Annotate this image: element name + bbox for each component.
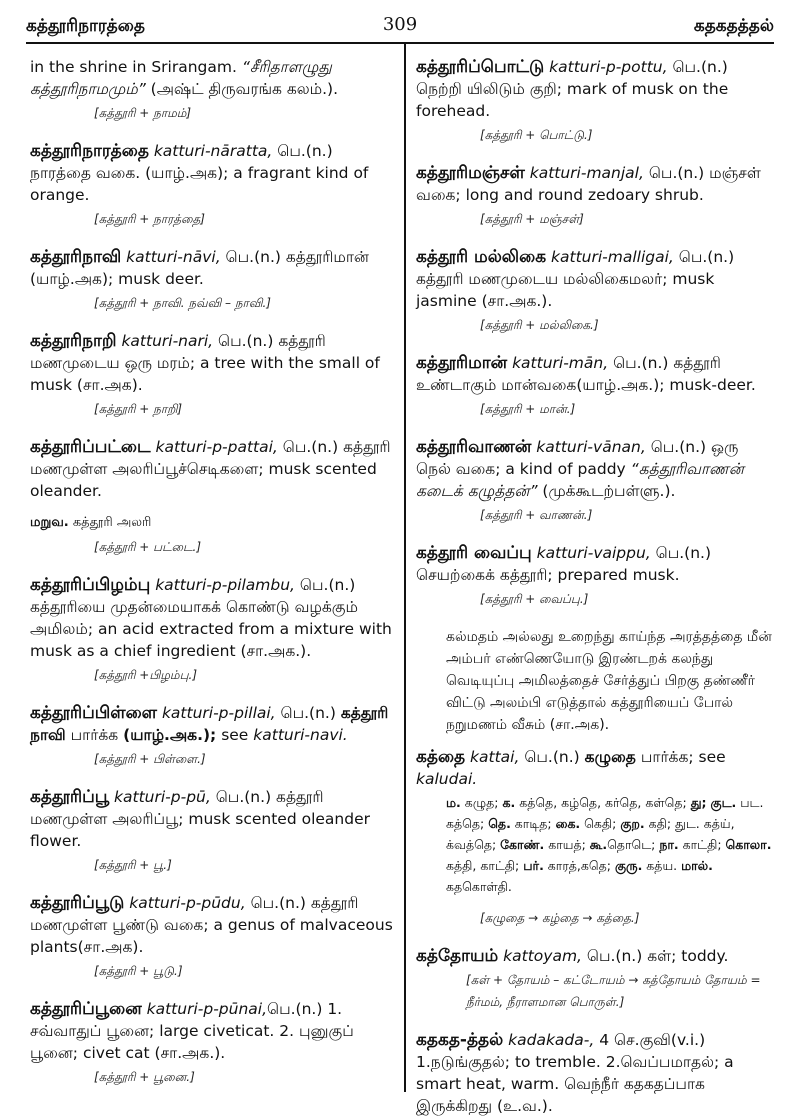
definition: பெ.(n.) கத்தூரி மணமுள்ள அலரிப்பூச்செடிகளை; musk scented oleander. (30, 438, 391, 500)
cognate-form: கெதி; (580, 816, 621, 831)
language-abbrev: நா. (659, 837, 679, 852)
transliteration: katturi-nari, (116, 332, 214, 350)
definition: பெ.(n.) நெற்றி யிலிடும் குறி; mark of musk on the forehead. (416, 58, 729, 120)
headword: கதகத-த்தல் (416, 1030, 504, 1050)
entry (30, 702, 396, 770)
running-head-right: கதகதத்தல் (693, 16, 774, 36)
definition: பெ.(n.) கத்தூரி மணமுடைய ஒரு மரம்; a tree with the small of musk (சா.அக). (30, 332, 380, 394)
etymology: [கத்தூரி + நாறி] (94, 402, 183, 416)
definition: பெ.(n.) கத்தூரி மணமுடைய மல்லிகைமலர்; musk jasmine (சா.அக.). (416, 248, 735, 310)
left-column (30, 56, 396, 1090)
page-header (26, 14, 774, 40)
language-abbrev: தெ. (488, 816, 511, 831)
headword: கத்தை (416, 747, 466, 767)
see-reference: katturi-navi. (253, 726, 348, 744)
entry (30, 246, 396, 314)
language-abbrev: து; (690, 795, 707, 810)
right-column (416, 56, 778, 1115)
cognates (446, 792, 778, 897)
definition-part: பார்க்க (65, 726, 124, 744)
definition: பெ.(n.) ஒரு நெல் வகை; a kind of paddy (416, 438, 739, 478)
definition: பெ.(n.) கத்தூரி மணமுள்ள அலரிப்பூ; musk scented oleander flower. (30, 788, 370, 850)
definition: பெ.(n.) கத்தூரிமான் (யாழ்.அக); musk deer. (30, 248, 369, 288)
transliteration: katturi-nāratta, (148, 142, 273, 160)
language-abbrev: ம. (446, 795, 461, 810)
cognate-form: காட்தி; (678, 837, 726, 852)
definition-part: பார்க்க; see (635, 748, 726, 766)
headword: கத்தூரிப்பட்டை (30, 437, 151, 457)
language-abbrev: க. (502, 795, 516, 810)
etymology: [கத்தூரி + மான்.] (480, 402, 576, 416)
quotation: “கத்தூரிவாணன் கடைக் கழுத்தன்” (416, 460, 744, 500)
headword: கத்தூரிப்பொட்டு (416, 57, 545, 77)
entry (416, 746, 778, 929)
headword: கத்தூரிநாவி (30, 247, 122, 267)
headword: கத்தூரிப்பூனை (30, 999, 142, 1019)
etymology: [கத்தூரி + மஞ்சள்] (480, 212, 584, 226)
language-abbrev: பர். (523, 858, 544, 873)
transliteration: katturi-mān, (507, 354, 609, 372)
transliteration: katturi-vānan, (531, 438, 646, 456)
definition-part: see (216, 726, 254, 744)
entry (30, 574, 396, 686)
definition: பெ.(n.) நாரத்தை வகை. (யாழ்.அக); a fragrant kind of orange. (30, 142, 369, 204)
etymology: [கத்தூரி + பூ.] (94, 858, 172, 872)
headword: கத்தூரிவாணன் (416, 437, 532, 457)
page-number: 309 (382, 14, 418, 35)
entry (416, 352, 778, 420)
transliteration: katturi-p-pattai, (150, 438, 278, 456)
synonym-label: மறுவ. (30, 515, 69, 530)
transliteration: katturi-p-pilambu, (150, 576, 295, 594)
cognate-form: பட. கத்தெ; (446, 795, 764, 831)
cognate-form: கழுத; (460, 795, 503, 810)
cognate-form: கத்ய. (642, 858, 682, 873)
transliteration: kadakada-, (503, 1031, 595, 1049)
etymology: [கத்தூரி + பொட்டு.] (480, 128, 593, 142)
entry (416, 56, 778, 146)
quotation: “சீரிதாளழுது கத்தூரிநாமமும்” (30, 58, 332, 98)
headword: கத்தூரிநாறி (30, 331, 117, 351)
language-abbrev: மால். (681, 858, 713, 873)
cognate-form: கத்தி, காட்தி; (446, 858, 524, 873)
transliteration: katturi-manjal, (524, 164, 644, 182)
etymology: [கத்தூரி + நாமம்] (94, 106, 192, 120)
etymology: [கத்தூரி + நாரத்தை] (94, 212, 205, 226)
headword: கத்தூரிப்பிழம்பு (30, 575, 151, 595)
definition: பெ.(n.) கத்தூரி மணமுள்ள பூண்டு வகை; a genus of malvaceous plants(சா.அக). (30, 894, 393, 956)
etymology: [கத்தூரி +பிழம்பு.] (94, 668, 198, 682)
source: (அஷ்ட் திருவரங்க கலம்.). (145, 80, 339, 98)
language-abbrev: கொலா. (725, 837, 772, 852)
entry (30, 330, 396, 420)
cross-reference: கழுதை (584, 748, 636, 766)
entry (416, 436, 778, 526)
cross-reference: கத்தூரி நாவி (30, 704, 389, 744)
headword: கத்தூரிமான் (416, 353, 508, 373)
cognate-form: காயத்; (544, 837, 590, 852)
transliteration: kattai, (465, 748, 520, 766)
transliteration: katturi-malligai, (546, 248, 674, 266)
cognate-form: கதகொள்தி. (446, 879, 512, 894)
headword: கத்தூரி வைப்பு (416, 543, 532, 563)
transliteration: katturi-vaippu, (531, 544, 651, 562)
transliteration: katturi-nāvi, (121, 248, 221, 266)
definition: பெ.(n.) (519, 748, 585, 766)
cognate-form: கத்தெ, கழ்தெ, கர்தெ, கள்தெ; (515, 795, 691, 810)
transliteration: katturi-p-pillai, (157, 704, 276, 722)
source: (யாழ்.அக.); (123, 726, 217, 744)
transliteration: katturi-p-pū, (109, 788, 211, 806)
definition: பெ.(n.) கள்; toddy. (581, 947, 729, 965)
language-abbrev: குரு. (614, 858, 643, 873)
header-rule (26, 42, 774, 44)
headword: கத்தோயம் (416, 946, 499, 966)
headword: கத்தூரிப்பூ (30, 787, 110, 807)
language-abbrev: குட. (710, 795, 737, 810)
etymology: [கத்தூரி + மல்லிகை.] (480, 318, 599, 332)
entry (416, 162, 778, 230)
entry-continued (30, 56, 396, 124)
headword: கத்தூரிப்பூடு (30, 893, 125, 913)
headword: கத்தூரிநாரத்தை (30, 141, 149, 161)
etymology: [கத்தூரி + பூனை.] (94, 1070, 195, 1084)
cognate-form: கதி; துட. கத்ய், க்வத்தெ; (446, 816, 735, 852)
transliteration: kattoyam, (498, 947, 582, 965)
definition: in the shrine in Srirangam. “சீரிதாளழுது கத்தூரிநாமமும்” (அஷ்ட் திருவரங்க கலம்.). (30, 58, 339, 98)
definition: பெ.(n.) மஞ்சள் வகை; long and round zedoary shrub. (416, 164, 761, 204)
cognate-form: காரத்,கதெ; (543, 858, 615, 873)
headword: கத்தூரி மல்லிகை (416, 247, 547, 267)
transliteration: katturi-p-pottu, (544, 58, 668, 76)
etymology: [கத்தூரி + வைப்பு.] (480, 592, 589, 606)
entry (416, 542, 778, 736)
entry (30, 786, 396, 876)
headword: கத்தூரிமஞ்சள் (416, 163, 525, 183)
definition: பெ.(n.) (275, 704, 341, 722)
entry (416, 945, 778, 1013)
synonym: கத்தூரி அலரி (68, 515, 152, 530)
definition: 4 செ.குவி(v.i.) 1.நடுங்குதல்; to tremble. 2.வெப்பமாதல்; a smart heat, warm. வெந்நீர் கதகதப்பாக இருக்கிறது (உ.வ.). (416, 1031, 734, 1115)
entry (30, 436, 396, 558)
definition: பெ.(n.) கத்தூரியை முதன்மையாகக் கொண்டு வழக்கும் அமிலம்; an acid extracted from a mixture with musk as a chief ingredient (சா.அக.). (30, 576, 392, 660)
entry (30, 998, 396, 1088)
etymology: [கத்தூரி + நாவி. நவ்வி – நாவி.] (94, 296, 271, 310)
entry (30, 892, 396, 982)
transliteration: katturi-p-pūdu, (124, 894, 246, 912)
cognate-form: தொடெ; (607, 837, 660, 852)
language-abbrev: கை. (555, 816, 581, 831)
etymology: [கழுதை → கழ்தை → கத்தை.] (480, 911, 640, 925)
see-reference: kaludai. (416, 770, 478, 788)
entry (416, 246, 778, 336)
source: (முக்கூடற்பள்ளு.). (537, 482, 676, 500)
etymology: [கத்தூரி + பிள்ளை.] (94, 752, 206, 766)
column-divider (404, 44, 406, 1092)
cognate-form: காடித; (510, 816, 556, 831)
transliteration: katturi-p-pūnai, (141, 1000, 268, 1018)
synonym-line (30, 512, 396, 534)
entry (416, 1029, 778, 1117)
language-abbrev: கோண். (500, 837, 545, 852)
language-abbrev: குற. (620, 816, 645, 831)
definition: பெ.(n.) செயற்கைக் கத்தூரி; prepared musk. (416, 544, 712, 584)
definition: பெ.(n.) 1. சவ்வாதுப் பூனை; large civeticat. 2. புனுகுப் பூனை; civet cat (சா.அக.). (30, 1000, 354, 1062)
explanatory-note: கல்மதம் அல்லது உறைந்து காய்ந்த அரத்தத்தை மீன் அம்பர் எண்ணெயோடு இரண்டறக் கலந்து வெடியுப்பு அமிலத்தைச் சேர்த்துப் பிறகு தண்ணீர் விட்டு அலம்பி எடுத்தால் கத்தூரியைப் போல் நறுமணம் வீசும் (சா.அக). (446, 629, 772, 733)
etymology: [கத்தூரி + பட்டை.] (94, 540, 202, 554)
running-head-left: கத்தூரிநாரத்தை (26, 16, 145, 36)
language-abbrev: கூ. (589, 837, 608, 852)
entry (30, 140, 396, 230)
etymology: [கத்தூரி + பூடு.] (94, 964, 183, 978)
headword: கத்தூரிப்பிள்ளை (30, 703, 158, 723)
etymology: [கள் + தோயம் – கட்டோயம் → கத்தோயம் தோயம் = நீர்மம், நீராளமான பொருள்.] (466, 973, 761, 1009)
etymology: [கத்தூரி + வாணன்.] (480, 508, 593, 522)
definition: பெ.(n.) கத்தூரி உண்டாகும் மான்வகை(யாழ்.அக.); musk-deer. (416, 354, 756, 394)
